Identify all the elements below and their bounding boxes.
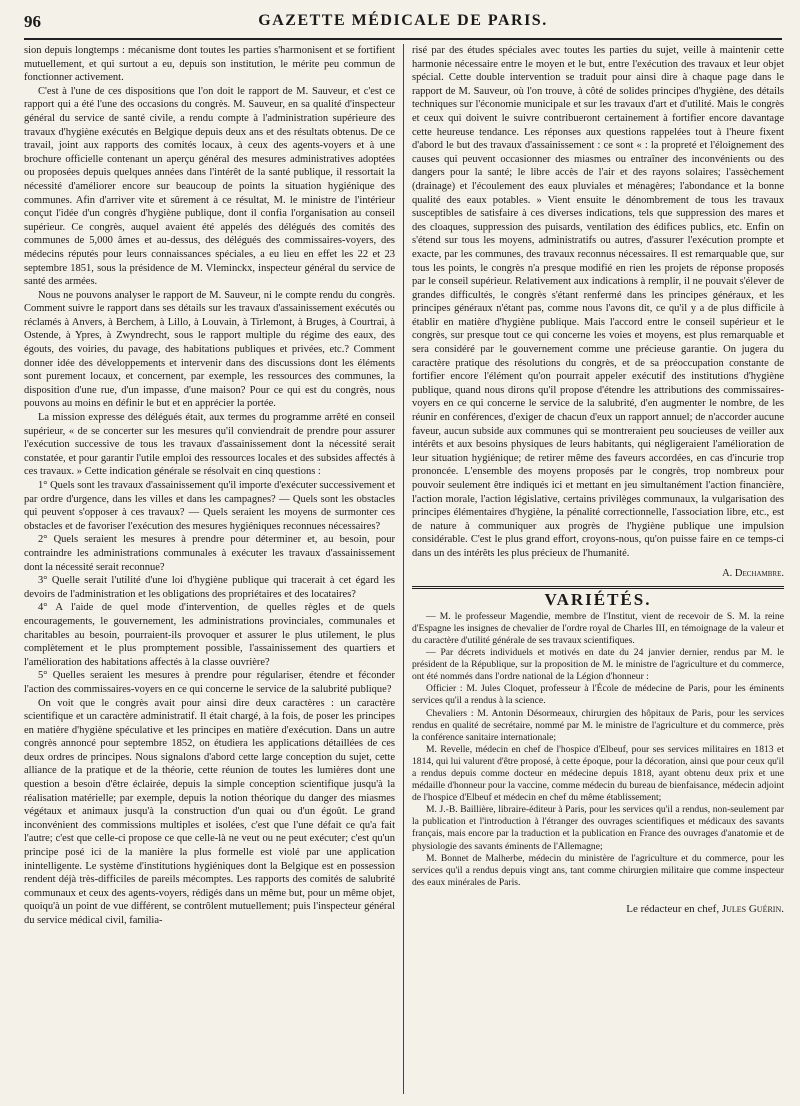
paragraph: risé par des études spéciales avec toutes les parties du sujet, veille à maintenir cette harmonie nécessaire entre le moyen et le but, entre l'exécution des travaux et leur objet spécial. Cette double intervention se traduit pour ainsi dire à chaque page dans le rapport de M. Sauveur, où l'on trouve, à côté de solides principes d'hygiène, des détails techniques sur l'économie municipale et sur les travaux d'art et d'utilité. Mais le congrès et ceux qui doivent le suivre contribueront certainement à fortifier encore davantage cette heureuse tendance. Les réponses aux questions rappelées tout à l'heure fixent d'abord le but des travaux d'assainissement : ce sont « : la propreté et l'éloignement des causes qui peuvent occasionner des miasmes ou entraîner des inconvénients ou des dangers pour la santé; le libre accès de l'air et des rayons solaires; l'assèchement (drainage) et l'écoulement des eaux pluviales et ménagères; l'abondance et la bonne qualité des eaux potables. » Vient ensuite le dénombrement de tous les travaux susceptibles de satisfaire à ces diverses indications, tels que suppression des mares et des cloaques, suppression des puisards, ventilation des édifices publics, etc. Enfin on s'étend sur tous les moyens, administratifs ou autres, d'assurer l'exécution prompte et exacte, par les communes, des travaux reconnus nécessaires. Il est remarquable que, sur tous les points, le congrès n'a presque modifié en rien les projets de réponse proposés par le conseil supérieur. Relativement aux indications à remplir, il ne pouvait s'élever de grandes difficultés, le congrès s'étant renfermé dans les principes généraux, et les principes généraux n'étant pas, comme nous l'avons dit, ce qu'il y a de plus difficile à établir en matière d'hygiène publique. Mais l'accord entre le conseil supérieur et le congrès, sur presque tout ce qui concerne les voies et moyens, est plus remarquable et sera considéré par le gouvernement comme une précieuse garantie. On jugera du caractère pratique des résolutions du congrès, et de sa préoccupation constante de fortifier encore l'élément qu'on pourrait appeler exécutif des institutions d'hygiène publique, quand nous dirons qu'il propose d'étendre les attributions des commissaires-voyers en ce qui concerne le service de la salubrité, d'en augmenter le nombre, de les réunir en conférences, d'exiger de chacun d'eux un rapport annuel; de n'accorder aucune faveur, aucun subside aux communes qui se montreraient peu soucieuses de veiller aux intérêts et aux besoins physiques de leurs habitants, qui négligeraient l'amélioration de leur situation hygiénique; de retirer même des faveurs accordées, en cas d'incurie trop prononcée. L'ensemble des moyens proposés par le congrès, trop nombreux pour pouvoir seulement être indiqués ici et mettant en jeu simultanément l'action financière, l'action morale, l'action législative, certains privilèges communaux, la vulgarisation des principes élémentaires d'hygiène, la pénalité correctionnelle, l'association libre, etc., est de nature à communiquer aux progrès de l'hygiène publique une impulsion considérable. C'est le plus grand effort, croyons-nous, qu'on puisse faire en ce temps-ci dans un des intérêts les plus précieux de l'humanité. [412, 45, 784, 559]
paragraph: On voit que le congrès avait pour ainsi dire deux caractères : un caractère scientifique et un caractère administratif. Il était chargé, à la fois, de poser les principes en matière d'hygiène spéculative et les principes en matière d'exécution. Dans un autre congrès annoncé pour septembre 1852, on étudiera les applications détaillées de ces deux ordres de principes. Nous signalons d'abord cette large conception du sujet, cette alliance de la pratique et de la théorie, cette réunion de toutes les lumières dont une question a besoin d'être éclairée, depuis la simple conception scientifique jusqu'à la réalisation matérielle; par exemple, depuis la notion théorique du danger des miasmes végétaux et animaux jusqu'à la construction d'un quai ou d'un égoût. Le grand inconvénient des commissions multiples et isolées, c'est que l'une défait ce qu'a fait l'autre; c'est que celle-ci propose ce que celle-là ne veut ou ne peut exécuter; c'est qu'un principe posé ici de la manière la plus formelle est violé par une application inintelligente. Le système d'institutions hygiéniques dont la Belgique est en possession rendent déjà très-difficiles de pareils mécomptes. Les rapports des comités de salubrité communaux et ceux des agents-voyers, rédigés dans un même but, pour un même objet, quoiqu'à un point de vue différent, se contrôlent mutuellement; puis l'inspecteur général du service médical civil, familia- [24, 697, 395, 926]
right-column [412, 44, 784, 1094]
header-rule [24, 38, 782, 40]
question-2: 2° Quels seraient les mesures à prendre pour déterminer et, au besoin, pour contraindre les administrations communales à exécuter les travaux d'assainissement dont la nécessité serait reconnue? [24, 534, 395, 573]
news-item: M. Revelle, médecin en chef de l'hospice d'Elbeuf, pour ses services militaires en 1813 et 1814, qui lui valurent d'être proposé, à cette époque, pour la décoration, ainsi que pour ceux qu'il a rendus depuis comme docteur en médecine depuis 1818, ayant obtenu deux prix et une médaille d'honneur pour la vaccine, comme médecin du bureau de bienfaisance, médecin adjoint de l'hospice d'Elbeuf et médecin en chef du même établissement; [412, 743, 784, 804]
left-column [24, 44, 395, 1094]
news-item: M. J.-B. Baillière, libraire-éditeur à Paris, pour les services qu'il a rendus, non-seulement par la publication et l'introduction à l'étranger des ouvrages scientifiques et médicaux des savants français, mais encore par la traduction et la publication en France des ouvrages d'anatomie et de physiologie des savants éminents de l'Allemagne; [412, 804, 784, 852]
news-item: Officier : M. Jules Cloquet, professeur à l'École de médecine de Paris, pour les éminents services qu'il a rendus à la science. [412, 683, 784, 707]
editor-prefix: Le rédacteur en chef, [626, 902, 720, 915]
varietes-heading: VARIÉTÉS. [544, 590, 652, 610]
section-divider [412, 586, 784, 589]
question-1: 1° Quels sont les travaux d'assainissement qu'il importe d'exécuter successivement et par ordre d'urgence, dans les villes et dans les campagnes? — Quels sont les obstacles qui peuvent s'opposer à ces travaux? — Quels seraient les moyens de surmonter ces obstacles et de favoriser l'exécution des mesures hygiéniques reconnues nécessaires? [24, 480, 395, 532]
news-item: Chevaliers : M. Antonin Désormeaux, chirurgien des hôpitaux de Paris, pour les services rendus en qualité de secrétaire, nommé par M. le ministre de l'agriculture et du commerce, près la conférence sanitaire internationale; [412, 707, 784, 743]
news-item: — M. le professeur Magendie, membre de l'Institut, vient de recevoir de S. M. la reine d'Espagne les insignes de chevalier de l'ordre royal de Charles III, en témoignage de la valeur et du caractère d'utilité générale de ses travaux scientifiques. [412, 610, 784, 646]
news-item: — Par décrets individuels et motivés en date du 24 janvier dernier, rendus par M. le président de la République, sur la proposition de M. le ministre de l'agriculture et du commerce, ont été nommés dans l'ordre national de la Légion d'honneur : [412, 647, 784, 683]
varietes-section [412, 611, 784, 889]
author-signature: A. Dechambre. [722, 567, 784, 579]
paragraph: La mission expresse des délégués était, aux termes du programme arrêté en conseil supérieur, « de se concerter sur les mesures qu'il conviendrait de prendre pour assurer l'exécution successive de tous les travaux d'assainissement dont la nécessité serait constatée, et pour garantir l'utile emploi des ressources locales et des subsides affectés à ces travaux. » Cette indication générale se résolvait en cinq questions : [24, 412, 395, 478]
paragraph: Nous ne pouvons analyser le rapport de M. Sauveur, ni le compte rendu du congrès. Comment suivre le rapport dans ses détails sur les travaux d'assainissement exécutés ou réclamés à Anvers, à Berchem, à Lillo, à Louvain, à Tirlemont, à Bruges, à Courtrai, à Ostende, à Ypres, à Zwyndrecht, sous le rapport multiple du régime des eaux, des égouts, des voiries, du pavage, des habitations publiques et privées, etc.? Comment donner idée des développements et intervenir dans des discussions dont les éléments sont purement locaux, et concernent, par exemple, les ressources des communes, la disposition d'une rue, d'un impasse, d'une maison? Pour ce qui est du congrès, nous pouvons au moins en définir le but et en apprécier la portée. [24, 289, 395, 410]
question-5: 5° Quelles seraient les mesures à prendre pour régulariser, étendre et féconder l'action des commissaires-voyers en ce qui concerne le service de la salubrité publique? [24, 670, 395, 695]
question-3: 3° Quelle serait l'utilité d'une loi d'hygiène publique qui tracerait à cet égard les devoirs de l'administration et les obligations des propriétaires et des locataires? [24, 575, 395, 600]
paragraph: sion depuis longtemps : mécanisme dont toutes les parties s'harmonisent et se fortifient mutuellement, et qui surtout a eu, depuis son institution, le mérite peu commun de fonctionner activement. [24, 45, 395, 84]
journal-title: GAZETTE MÉDICALE DE PARIS. [258, 12, 548, 29]
question-4: 4° A l'aide de quel mode d'intervention, de quelles règles et de quels encouragements, le gouvernement, les administrations provinciales, communales et charitables au besoin, pourraient-ils provoquer et assurer le plus utilement, le plus complètement et le plus promptement possible, l'assainissement des quartiers et l'amélioration des habitations affectés à la classe ouvrière? [24, 602, 395, 668]
editor-name: Jules Guérin. [721, 902, 784, 915]
news-item: M. Bonnet de Malherbe, médecin du ministère de l'agriculture et du commerce, pour les services qu'il a rendus depuis vingt ans, tant comme chirurgien militaire que comme inspecteur des eaux minérales de Paris. [412, 852, 784, 888]
column-divider [403, 44, 404, 1094]
paragraph: C'est à l'une de ces dispositions que l'on doit le rapport de M. Sauveur, et c'est ce rapport qui a été l'une des occasions du congrès. M. Sauveur, en sa qualité d'inspecteur général du service de santé civile, a rendu compte à l'administration supérieure des travaux d'hygiène exécutés en Belgique depuis deux ans et des résultats obtenus. De ce travail, joint aux rapports des comités locaux, à ceux des agents-voyers et à une brochure officielle contenant un aperçu général des mesures administratives adoptées ou proposées depuis quelques années dans l'intérêt de la santé publique, il ressortait la nécessité d'améliorer encore sur beaucoup de points la situation hygiénique des communes. Afin d'arriver vite et sûrement à ce résultat, M. le ministre de l'intérieur conçut l'idée d'un congrès d'hygiène publique, dont il confia l'organisation au conseil supérieur. Ce congrès, auquel avaient été appelés des délégués des comités des communes de 5,000 âmes et au-dessus, des délégués des commissaires-voyers, des médecins réputés pour leurs connaissances spéciales, a eu lieu en effet les 22 et 23 septembre 1851, sous la présidence de M. Vleminckx, inspecteur général du service de santé des armées. [24, 85, 395, 288]
editor-line [412, 903, 784, 917]
page-number: 96 [24, 12, 41, 31]
page-header [24, 12, 782, 36]
